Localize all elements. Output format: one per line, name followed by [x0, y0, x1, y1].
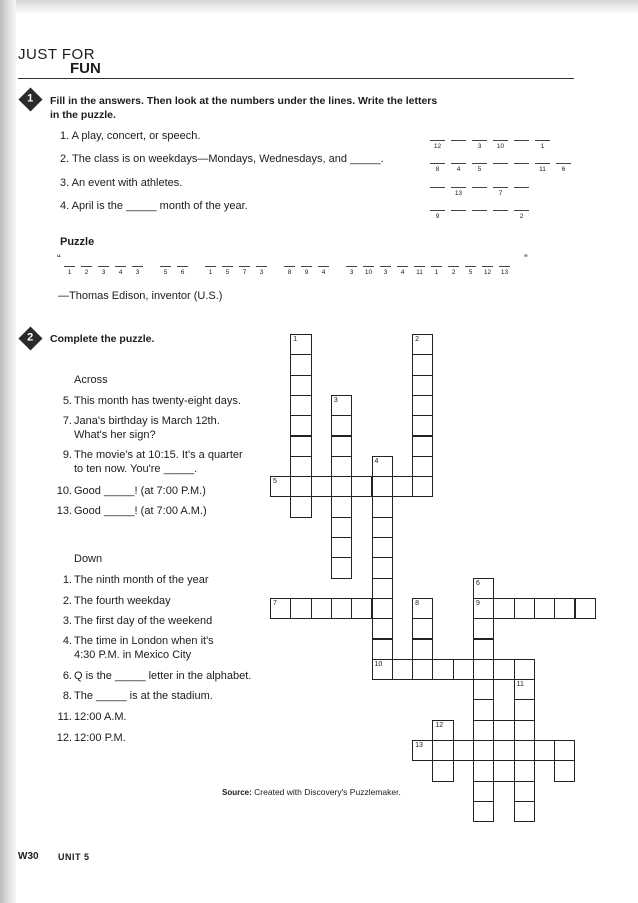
- header-rule: [18, 78, 574, 79]
- grid-cell[interactable]: [392, 476, 413, 497]
- puzzle-blank-number: 5: [163, 269, 168, 276]
- answer-blank[interactable]: [514, 210, 529, 211]
- clue-3: 3. An event with athletes.: [60, 177, 183, 189]
- puzzle-blank[interactable]: [64, 266, 75, 267]
- down-heading: Down: [74, 553, 103, 565]
- grid-cell[interactable]: [412, 375, 433, 396]
- answer-blank-number: 4: [456, 166, 461, 173]
- answer-blank[interactable]: [493, 140, 508, 141]
- grid-cell[interactable]: [331, 537, 352, 558]
- answer-blank[interactable]: [451, 163, 466, 164]
- answer-blank[interactable]: [430, 140, 445, 141]
- puzzle-blank-number: 10: [364, 269, 373, 276]
- grid-cell[interactable]: [412, 476, 433, 497]
- answer-blank[interactable]: [430, 163, 445, 164]
- grid-cell[interactable]: [372, 496, 393, 517]
- source-text: Created with Discovery's Puzzlemaker.: [254, 787, 401, 797]
- grid-clue-number: 10: [374, 660, 383, 668]
- answer-blank-number: 10: [496, 143, 505, 150]
- answer-blank[interactable]: [451, 187, 466, 188]
- grid-cell[interactable]: [392, 659, 413, 680]
- grid-cell[interactable]: [290, 395, 311, 416]
- grid-clue-number: 2: [415, 336, 419, 343]
- puzzle-blank-number: 3: [259, 269, 264, 276]
- grid-clue-number: 1: [293, 336, 298, 343]
- grid-cell[interactable]: [514, 598, 535, 619]
- close-quote: ”: [524, 253, 528, 265]
- clue-text: Jana's birthday is March 12th.: [74, 415, 220, 427]
- answer-blank-number: 2: [519, 213, 524, 220]
- answer-blank-number: 1: [540, 143, 545, 150]
- grid-cell[interactable]: [290, 476, 311, 497]
- grid-cell[interactable]: [290, 436, 311, 457]
- grid-cell[interactable]: [514, 720, 535, 741]
- answer-blank-number: 11: [539, 166, 546, 173]
- grid-cell[interactable]: [473, 760, 494, 781]
- puzzle-blank[interactable]: [414, 266, 425, 267]
- grid-cell[interactable]: [412, 659, 433, 680]
- puzzle-blank-number: 12: [483, 269, 492, 276]
- page-spine-shadow: [0, 0, 16, 903]
- clue-text: Good _____! (at 7:00 A.M.): [74, 505, 207, 517]
- clue-text: The movie's at 10:15. It's a quarter: [74, 449, 243, 461]
- grid-cell[interactable]: [493, 740, 514, 761]
- grid-cell[interactable]: [290, 354, 311, 375]
- grid-cell[interactable]: [412, 334, 433, 355]
- open-quote: “: [57, 253, 61, 265]
- grid-cell[interactable]: [493, 720, 514, 741]
- grid-cell[interactable]: [290, 456, 311, 477]
- title-line-1: JUST FOR: [18, 46, 96, 63]
- puzzle-blank[interactable]: [482, 266, 493, 267]
- answer-blank[interactable]: [556, 163, 571, 164]
- puzzle-blank[interactable]: [318, 266, 329, 267]
- grid-cell[interactable]: [372, 557, 393, 578]
- grid-cell[interactable]: [372, 476, 393, 497]
- grid-cell[interactable]: [372, 517, 393, 538]
- grid-cell[interactable]: [514, 801, 535, 822]
- answer-blank[interactable]: [535, 163, 550, 164]
- answer-blank[interactable]: [451, 210, 466, 211]
- source-credit: [222, 787, 401, 797]
- answer-blank[interactable]: [430, 187, 445, 188]
- clue-number: 8.: [62, 690, 72, 702]
- grid-cell[interactable]: [412, 598, 433, 619]
- answer-blank[interactable]: [430, 210, 445, 211]
- unit-label: UNIT 5: [58, 852, 90, 862]
- clue-number: 1.: [62, 574, 72, 586]
- puzzle-blank[interactable]: [431, 266, 442, 267]
- grid-cell[interactable]: [514, 740, 535, 761]
- clue-number: 4.: [62, 635, 72, 647]
- grid-cell[interactable]: [372, 639, 393, 660]
- grid-cell[interactable]: [412, 639, 433, 660]
- clue-number: 11.: [57, 711, 72, 723]
- puzzle-blank-number: 9: [304, 269, 309, 276]
- clue-1: 1. A play, concert, or speech.: [60, 130, 201, 142]
- puzzle-blank-number: 2: [84, 269, 89, 276]
- grid-cell[interactable]: [331, 598, 352, 619]
- grid-cell[interactable]: [514, 679, 535, 700]
- answer-blank[interactable]: [493, 187, 508, 188]
- clue-text: Good _____! (at 7:00 P.M.): [74, 485, 206, 497]
- puzzle-blank[interactable]: [284, 266, 295, 267]
- grid-clue-number: 12: [435, 721, 444, 729]
- puzzle-blank-number: 4: [321, 269, 326, 276]
- section-1-badge: 1: [18, 87, 42, 111]
- puzzle-blank[interactable]: [363, 266, 374, 267]
- grid-cell[interactable]: [493, 760, 514, 781]
- puzzle-blank[interactable]: [239, 266, 250, 267]
- clue-text: What's her sign?: [74, 429, 156, 441]
- puzzle-blank-number: 11: [416, 269, 423, 276]
- grid-cell[interactable]: [493, 659, 514, 680]
- grid-clue-number: 11: [516, 681, 524, 689]
- grid-cell[interactable]: [432, 720, 453, 741]
- puzzle-blank[interactable]: [346, 266, 357, 267]
- puzzle-blank-number: 3: [383, 269, 388, 276]
- puzzle-blank-number: 3: [101, 269, 106, 276]
- grid-cell[interactable]: [534, 740, 555, 761]
- grid-cell[interactable]: [412, 436, 433, 457]
- grid-cell[interactable]: [290, 415, 311, 436]
- grid-cell[interactable]: [270, 476, 291, 497]
- section-2-instructions: Complete the puzzle.: [50, 333, 155, 345]
- puzzle-blank[interactable]: [397, 266, 408, 267]
- grid-cell[interactable]: [473, 618, 494, 639]
- grid-cell[interactable]: [331, 456, 352, 477]
- grid-clue-number: 4: [374, 457, 379, 465]
- puzzle-blank-number: 7: [242, 269, 247, 276]
- puzzle-blank-number: 8: [287, 269, 292, 276]
- answer-blank-number: 8: [435, 166, 440, 173]
- title-line-2: FUN: [70, 60, 101, 77]
- clue-number: 12.: [56, 732, 72, 744]
- clue-number: 10.: [56, 485, 72, 497]
- grid-cell[interactable]: [290, 375, 311, 396]
- grid-cell[interactable]: [554, 740, 575, 761]
- grid-cell[interactable]: [331, 476, 352, 497]
- section-2-badge: 2: [18, 326, 42, 350]
- answer-blank-number: 7: [498, 190, 503, 197]
- puzzle-blank-number: 3: [135, 269, 140, 276]
- puzzle-blank[interactable]: [81, 266, 92, 267]
- puzzle-blank[interactable]: [301, 266, 312, 267]
- puzzle-blank-number: 4: [118, 269, 123, 276]
- grid-clue-number: 3: [333, 396, 338, 404]
- grid-cell[interactable]: [473, 720, 494, 741]
- puzzle-blank-number: 2: [451, 269, 456, 276]
- answer-blank[interactable]: [472, 140, 487, 141]
- puzzle-blank[interactable]: [380, 266, 391, 267]
- clue-text: The first day of the weekend: [74, 615, 213, 627]
- grid-cell[interactable]: [331, 436, 352, 457]
- puzzle-blank[interactable]: [222, 266, 233, 267]
- grid-cell[interactable]: [412, 740, 433, 761]
- puzzle-blank[interactable]: [465, 266, 476, 267]
- grid-cell[interactable]: [412, 618, 433, 639]
- grid-cell[interactable]: [473, 578, 494, 599]
- grid-cell[interactable]: [412, 354, 433, 375]
- puzzle-blank[interactable]: [448, 266, 459, 267]
- grid-cell[interactable]: [473, 659, 494, 680]
- grid-cell[interactable]: [514, 659, 535, 680]
- clue-number: 13.: [56, 505, 72, 517]
- grid-clue-number: 9: [476, 599, 480, 607]
- answer-blank-number: 12: [433, 143, 442, 150]
- grid-cell[interactable]: [372, 456, 393, 477]
- grid-clue-number: 6: [476, 579, 480, 587]
- grid-cell[interactable]: [412, 395, 433, 416]
- grid-cell[interactable]: [514, 699, 535, 720]
- grid-cell[interactable]: [453, 659, 474, 680]
- clue-number: 7.: [62, 415, 72, 427]
- answer-blank[interactable]: [493, 163, 508, 164]
- clue-2: 2. The class is on weekdays—Mondays, Wednesdays, and _____.: [60, 153, 384, 165]
- page-top-edge: [0, 0, 638, 14]
- clue-number: 5.: [62, 395, 72, 407]
- grid-cell[interactable]: [473, 740, 494, 761]
- grid-cell[interactable]: [432, 740, 453, 761]
- answer-blank[interactable]: [514, 187, 529, 188]
- grid-cell[interactable]: [514, 781, 535, 802]
- puzzle-blank-number: 13: [500, 269, 509, 276]
- clue-text: The ninth month of the year: [74, 574, 209, 586]
- grid-cell[interactable]: [554, 760, 575, 781]
- clue-text: 4:30 P.M. in Mexico City: [74, 649, 192, 661]
- clue-number: 6.: [62, 670, 72, 682]
- grid-cell[interactable]: [372, 598, 393, 619]
- clue-text: Q is the _____ letter in the alphabet.: [74, 670, 252, 682]
- answer-blank[interactable]: [493, 210, 508, 211]
- clue-4: 4. April is the _____ month of the year.: [60, 200, 248, 212]
- grid-cell[interactable]: [493, 598, 514, 619]
- grid-cell[interactable]: [290, 496, 311, 517]
- answer-blank[interactable]: [472, 187, 487, 188]
- grid-cell[interactable]: [473, 801, 494, 822]
- grid-cell[interactable]: [290, 334, 311, 355]
- instruction-line: Fill in the answers. Then look at the numbers under the lines. Write the letters: [50, 95, 438, 107]
- clue-text: The time in London when it's: [74, 635, 214, 647]
- source-label: Source:: [222, 788, 252, 797]
- grid-clue-number: 13: [415, 742, 423, 749]
- answer-blank-number: 6: [561, 166, 566, 173]
- puzzle-blank-number: 5: [468, 269, 473, 276]
- grid-cell[interactable]: [473, 598, 494, 619]
- puzzle-blank-number: 6: [180, 269, 185, 276]
- clue-text: to ten now. You're _____.: [74, 463, 198, 475]
- section-1-instructions: [50, 94, 437, 122]
- grid-cell[interactable]: [412, 456, 433, 477]
- puzzle-blank[interactable]: [177, 266, 188, 267]
- grid-cell[interactable]: [351, 476, 372, 497]
- clue-text: 12:00 P.M.: [74, 732, 126, 744]
- answer-blank[interactable]: [451, 140, 466, 141]
- puzzle-label: Puzzle: [60, 236, 95, 248]
- grid-cell[interactable]: [331, 496, 352, 517]
- clue-text: This month has twenty-eight days.: [74, 395, 241, 407]
- grid-cell[interactable]: [331, 557, 352, 578]
- grid-cell[interactable]: [514, 760, 535, 781]
- grid-cell[interactable]: [290, 598, 311, 619]
- grid-cell[interactable]: [432, 659, 453, 680]
- grid-cell[interactable]: [473, 781, 494, 802]
- clue-number: 3.: [62, 615, 72, 627]
- answer-blank-number: 3: [477, 143, 482, 150]
- answer-blank[interactable]: [514, 163, 529, 164]
- grid-cell[interactable]: [575, 598, 596, 619]
- answer-blank[interactable]: [535, 140, 550, 141]
- grid-cell[interactable]: [412, 415, 433, 436]
- answer-blank[interactable]: [514, 140, 529, 141]
- grid-clue-number: 8: [415, 599, 419, 607]
- grid-cell[interactable]: [331, 395, 352, 416]
- puzzle-blank-number: 3: [349, 269, 354, 276]
- answer-blank-number: 9: [435, 213, 440, 220]
- grid-cell[interactable]: [554, 598, 575, 619]
- clue-text: The fourth weekday: [74, 595, 171, 607]
- grid-cell[interactable]: [351, 598, 372, 619]
- page-number: W30: [18, 851, 39, 862]
- puzzle-blank[interactable]: [98, 266, 109, 267]
- grid-cell[interactable]: [331, 517, 352, 538]
- across-heading: Across: [74, 374, 108, 386]
- instruction-line: in the puzzle.: [50, 109, 116, 121]
- grid-cell[interactable]: [311, 476, 332, 497]
- grid-cell[interactable]: [534, 598, 555, 619]
- grid-cell[interactable]: [473, 679, 494, 700]
- clue-text: The _____ is at the stadium.: [74, 690, 213, 702]
- grid-cell[interactable]: [453, 740, 474, 761]
- grid-cell[interactable]: [270, 598, 291, 619]
- puzzle-blank[interactable]: [160, 266, 171, 267]
- grid-cell[interactable]: [473, 639, 494, 660]
- puzzle-blank-number: 1: [67, 269, 72, 276]
- puzzle-blank[interactable]: [115, 266, 126, 267]
- grid-cell[interactable]: [432, 760, 453, 781]
- attribution: —Thomas Edison, inventor (U.S.): [58, 290, 223, 302]
- clue-text: 12:00 A.M.: [74, 711, 127, 723]
- grid-cell[interactable]: [372, 659, 393, 680]
- puzzle-blank-number: 5: [225, 269, 230, 276]
- grid-cell[interactable]: [331, 415, 352, 436]
- grid-cell[interactable]: [372, 618, 393, 639]
- puzzle-blank[interactable]: [205, 266, 216, 267]
- grid-cell[interactable]: [372, 578, 393, 599]
- grid-clue-number: 7: [273, 599, 277, 607]
- clue-number: 2.: [62, 595, 72, 607]
- answer-blank[interactable]: [472, 210, 487, 211]
- puzzle-blank-number: 1: [208, 269, 213, 276]
- puzzle-blank[interactable]: [132, 266, 143, 267]
- grid-clue-number: 5: [273, 478, 277, 486]
- answer-blank-number: 13: [454, 190, 463, 197]
- answer-blank[interactable]: [472, 163, 487, 164]
- clue-number: 9.: [62, 449, 72, 461]
- grid-cell[interactable]: [311, 598, 332, 619]
- puzzle-blank-number: 4: [400, 269, 405, 276]
- puzzle-blank[interactable]: [499, 266, 510, 267]
- puzzle-blank-number: 1: [434, 269, 439, 276]
- puzzle-blank[interactable]: [256, 266, 267, 267]
- answer-blank-number: 5: [477, 166, 482, 173]
- grid-cell[interactable]: [473, 699, 494, 720]
- grid-cell[interactable]: [372, 537, 393, 558]
